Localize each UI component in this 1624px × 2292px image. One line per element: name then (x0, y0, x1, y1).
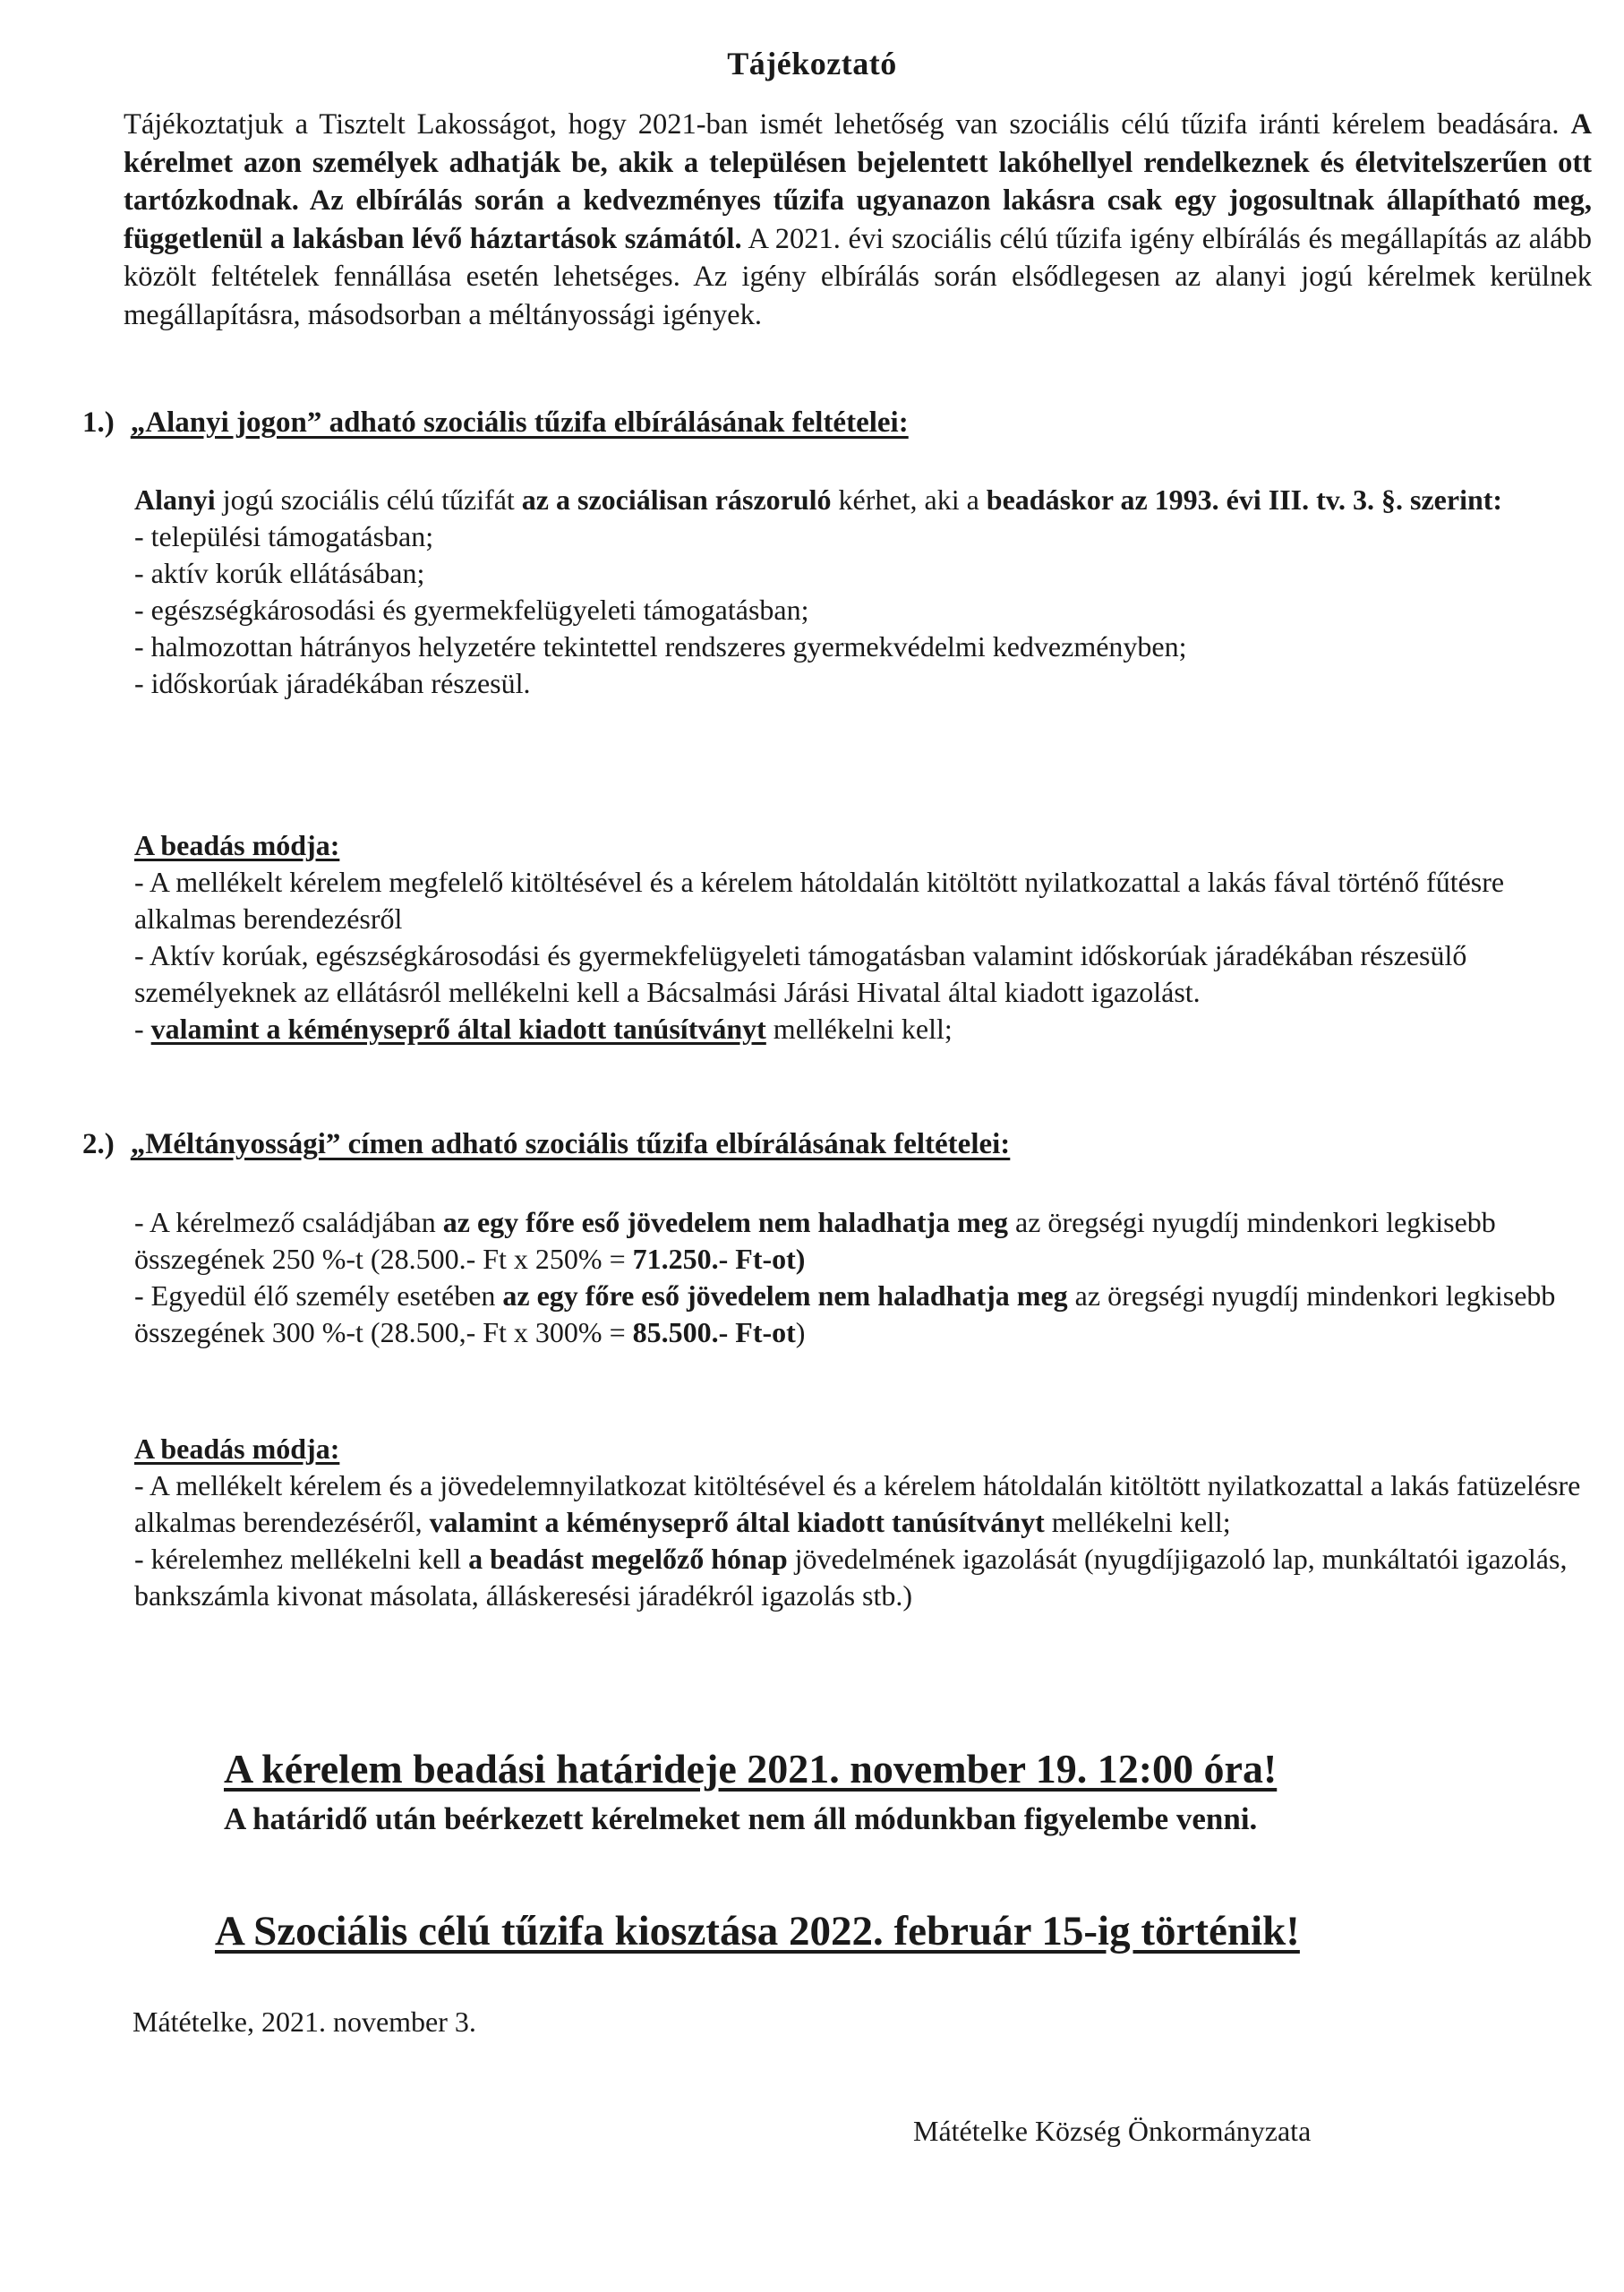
s3-prefix: - (134, 1013, 151, 1045)
s2-2-text-1: - kérelemhez mellékelni kell (134, 1543, 469, 1575)
lead-text-2: kérhet, aki a (831, 483, 987, 516)
section1-heading (82, 405, 909, 440)
c1-text-1: - A kérelmező családjában (134, 1206, 443, 1238)
list-item: - aktív korúk ellátásában; (134, 557, 425, 589)
place-date: Mátételke, 2021. november 3. (132, 2006, 476, 2038)
section1-submission (134, 827, 1585, 1048)
section2-heading (82, 1126, 1010, 1162)
section2-condition-2 (134, 1278, 1585, 1351)
section2-submission (134, 1431, 1585, 1614)
s3-bold: valamint a kéményseprő által kiadott tanúsítványt (150, 1013, 766, 1045)
c2-text-2: az öregségi nyugdíj mindenkori legkisebb összegének 300 %-t (28.500,- Ft x 300% = (134, 1279, 1556, 1348)
document-title: Tájékoztató (727, 46, 897, 81)
c1-bold-2: 71.250.- Ft-ot) (632, 1243, 806, 1275)
intro-paragraph (124, 106, 1592, 334)
deadline-notice: A kérelem beadási határideje 2021. november 19. 12:00 óra! (224, 1746, 1278, 1792)
section1-submission-heading: A beadás módja: (134, 829, 340, 861)
section1-submission-item-1: - A mellékelt kérelem megfelelő kitöltésével és a kérelem hátoldalán kitöltött nyilatkozattal a lakás fával történő fűtésre alkalmas berendezésről (134, 866, 1505, 935)
c2-bold-1: az egy főre eső jövedelem nem haladhatja meg (502, 1279, 1068, 1312)
s2-2-text-2: jövedelmének igazolását (nyugdíjigazoló lap, munkáltatói igazolás, bankszámla kivonat másolata, álláskeresési járadékról igazolás stb.) (134, 1543, 1568, 1612)
intro-bold-text: A kérelmet azon személyek adhatják be, akik a településen bejelentett lakóhellyel rendelkeznek és életvitelszerűen ott tartózkodnak. Az elbírálás során a kedvezményes tűzifa ugyanazon lakásra csak egy jogosultnak állapítható meg, függetlenül a lakásban lévő háztartások számától. (124, 108, 1592, 255)
section1-submission-item-3 (134, 1011, 1585, 1048)
section2-submission-heading: A beadás módja: (134, 1432, 340, 1465)
lead-bold-2: az a szociálisan rászoruló (521, 483, 832, 516)
section2-heading-text: „Méltányossági” címen adható szociális tűzifa elbírálásának feltételei: (130, 1128, 1011, 1160)
s2-1-text-1: - A mellékelt kérelem és a jövedelemnyilatkozat kitöltésével és a kérelem hátoldalán kitöltött nyilatkozattal a lakás fatüzelésre alkalmas berendezéséről, (134, 1469, 1581, 1538)
list-item: - időskorúak járadékában részesül. (134, 667, 531, 699)
c1-text-2: az öregségi nyugdíj mindenkori legkisebb összegének 250 %-t (28.500.- Ft x 250% = (134, 1206, 1496, 1275)
section2-conditions (134, 1204, 1585, 1351)
c2-bold-2: 85.500.- Ft-ot (632, 1316, 796, 1348)
section1-conditions (134, 482, 1585, 702)
section1-heading-text: „Alanyi jogon” adható szociális tűzifa elbírálásának feltételei: (130, 406, 909, 439)
lead-bold-3: beadáskor az 1993. évi III. tv. 3. §. szerint: (986, 483, 1503, 516)
section2-condition-1 (134, 1204, 1585, 1278)
list-item: - halmozottan hátrányos helyzetére tekintettel rendszeres gyermekvédelmi kedvezményben; (134, 630, 1187, 663)
section1-lead (134, 482, 1585, 518)
intro-text-1: Tájékoztatjuk a Tisztelt Lakosságot, hogy 2021-ban ismét lehetőség van szociális célú tűzifa iránti kérelem beadására. (124, 108, 1571, 141)
list-item: - egészségkárosodási és gyermekfelügyeleti támogatásban; (134, 594, 809, 626)
c2-text-3: ) (795, 1316, 806, 1348)
section1-submission-item-2: - Aktív korúak, egészségkárosodási és gyermekfelügyeleti támogatásban valamint időskorúak járadékában részesülő személyeknek az ellátásról mellékelni kell a Bácsalmási Járási Hivatal által kiadott igazolást. (134, 939, 1467, 1008)
list-item: - települési támogatásban; (134, 520, 434, 552)
c1-bold-1: az egy főre eső jövedelem nem haladhatja meg (442, 1206, 1008, 1238)
section1-number: 1.) (82, 406, 115, 439)
s2-2-bold: a beadást megelőző hónap (468, 1543, 788, 1575)
deadline-note: A határidő után beérkezett kérelmeket nem áll módunkban figyelembe venni. (224, 1801, 1258, 1836)
lead-bold-1: Alanyi (134, 483, 216, 516)
intro-text-2: A 2021. évi szociális célú tűzifa igény elbírálás és megállapítás az alább közölt feltételek fennállása esetén lehetséges. Az igény elbírálás során elsődlegesen az alanyi jogú kérelmek kerülnek megállapításra, másodsorban a méltányossági igények. (124, 222, 1592, 331)
section2-submission-item-1 (134, 1467, 1585, 1541)
section2-number: 2.) (82, 1128, 115, 1160)
signature: Mátételke Község Önkormányzata (913, 2115, 1312, 2147)
section2-submission-item-2 (134, 1541, 1585, 1614)
distribution-notice: A Szociális célú tűzifa kiosztása 2022. február 15-ig történik! (215, 1908, 1300, 1954)
lead-text-1: jogú szociális célú tűzifát (215, 483, 522, 516)
s2-1-text-2: mellékelni kell; (1044, 1506, 1231, 1538)
s3-suffix: mellékelni kell; (765, 1013, 953, 1045)
s2-1-bold: valamint a kéményseprő által kiadott tanúsítványt (429, 1506, 1045, 1538)
c2-text-1: - Egyedül élő személy esetében (134, 1279, 503, 1312)
